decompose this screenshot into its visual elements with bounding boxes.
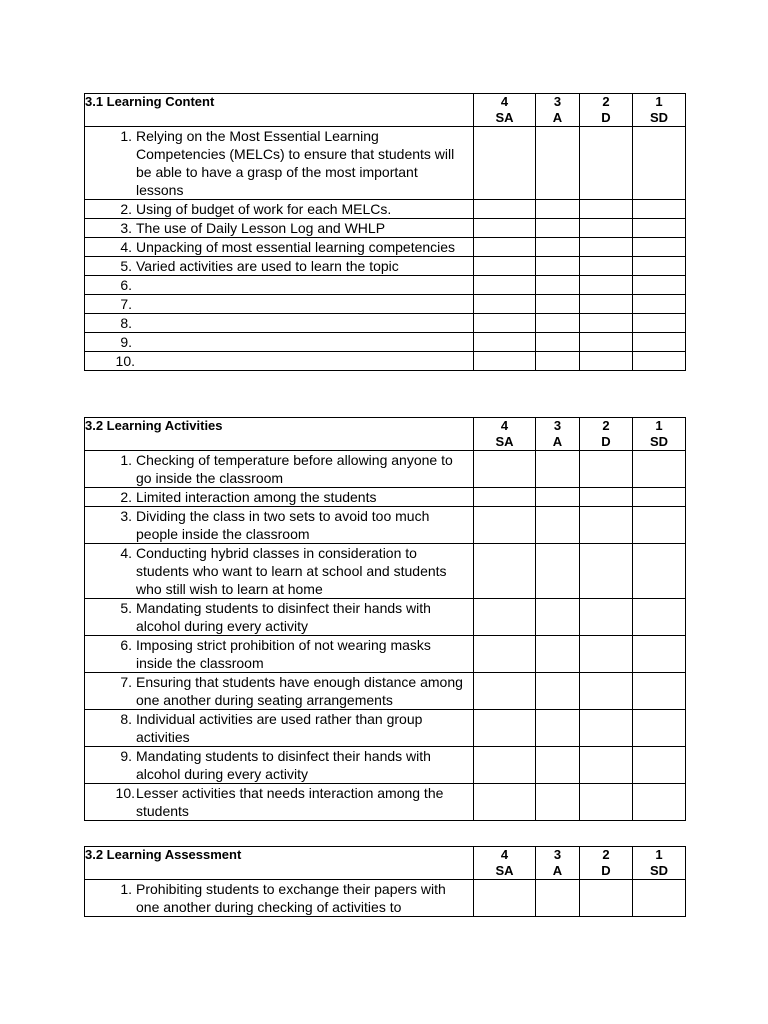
item-cell — [85, 314, 474, 333]
item-cell — [85, 710, 474, 747]
item-cell — [85, 127, 474, 200]
rating-cell-d[interactable] — [580, 295, 633, 314]
rating-cell-a[interactable] — [536, 200, 580, 219]
item-cell — [85, 238, 474, 257]
table-row — [85, 314, 686, 333]
table-row — [85, 333, 686, 352]
rating-cell-sa[interactable] — [474, 507, 536, 544]
item-cell — [85, 880, 474, 917]
learning-content-table — [84, 93, 686, 371]
table-row — [85, 295, 686, 314]
item-number: 8. — [120, 711, 132, 727]
rating-cell-a[interactable] — [536, 314, 580, 333]
item-text: Mandating students to disinfect their hands with alcohol during every activity — [136, 748, 431, 782]
table-row — [85, 257, 686, 276]
item-cell — [85, 295, 474, 314]
table-row — [85, 200, 686, 219]
items-body — [85, 880, 686, 917]
rating-cell-d[interactable] — [580, 488, 633, 507]
item-number: 9. — [120, 748, 132, 764]
item-number: 2. — [120, 201, 132, 217]
rating-cell-sa[interactable] — [474, 636, 536, 673]
item-text: Prohibiting students to exchange their papers with one another during checking of activities to — [136, 881, 446, 915]
item-cell — [85, 544, 474, 599]
scale-header-a: 3 A — [536, 94, 580, 127]
rating-cell-sd[interactable] — [633, 636, 686, 673]
section-title: 3.2 Learning Assessment — [85, 847, 474, 880]
rating-cell-d[interactable] — [580, 710, 633, 747]
rating-cell-a[interactable] — [536, 507, 580, 544]
table-row — [85, 451, 686, 488]
item-text: Conducting hybrid classes in consideration to students who want to learn at school and students who still wish to learn at home — [136, 545, 447, 597]
table-row — [85, 673, 686, 710]
item-number: 7. — [120, 674, 132, 690]
rating-cell-sa[interactable] — [474, 295, 536, 314]
item-text: Ensuring that students have enough distance among one another during seating arrangements — [136, 674, 463, 708]
section-title: 3.2 Learning Activities — [85, 418, 474, 451]
item-text: Imposing strict prohibition of not wearing masks inside the classroom — [136, 637, 431, 671]
table-row — [85, 488, 686, 507]
table-row — [85, 747, 686, 784]
scale-header-d: 2 D — [580, 94, 633, 127]
rating-cell-a[interactable] — [536, 544, 580, 599]
section-title: 3.1 Learning Content — [85, 94, 474, 127]
item-number: 5. — [120, 600, 132, 616]
rating-cell-sa[interactable] — [474, 352, 536, 371]
learning-activities-table — [84, 417, 686, 821]
rating-cell-sd[interactable] — [633, 352, 686, 371]
rating-cell-d[interactable] — [580, 599, 633, 636]
item-number: 3. — [120, 508, 132, 524]
rating-cell-a[interactable] — [536, 636, 580, 673]
rating-cell-sd[interactable] — [633, 238, 686, 257]
rating-cell-sa[interactable] — [474, 451, 536, 488]
rating-cell-a[interactable] — [536, 127, 580, 200]
item-number: 10. — [115, 785, 135, 801]
rating-cell-a[interactable] — [536, 451, 580, 488]
table-row — [85, 507, 686, 544]
scale-header-d: 2 D — [580, 847, 633, 880]
rating-cell-sd[interactable] — [633, 219, 686, 238]
rating-cell-sd[interactable] — [633, 257, 686, 276]
scale-header-a: 3 A — [536, 847, 580, 880]
item-text: Varied activities are used to learn the topic — [136, 258, 399, 274]
rating-cell-a[interactable] — [536, 295, 580, 314]
rating-cell-d[interactable] — [580, 636, 633, 673]
table-header-row — [85, 418, 686, 451]
item-text: Checking of temperature before allowing anyone to go inside the classroom — [136, 452, 453, 486]
items-body — [85, 451, 686, 821]
rating-cell-sa[interactable] — [474, 276, 536, 295]
item-text: Relying on the Most Essential Learning Competencies (MELCs) to ensure that students will be able to have a grasp of the most important lessons — [136, 128, 455, 198]
table-row — [85, 276, 686, 295]
rating-cell-sa[interactable] — [474, 219, 536, 238]
table-header-row — [85, 94, 686, 127]
rating-cell-d[interactable] — [580, 747, 633, 784]
item-text: Dividing the class in two sets to avoid too much people inside the classroom — [136, 508, 430, 542]
rating-cell-d[interactable] — [580, 352, 633, 371]
item-cell — [85, 673, 474, 710]
rating-cell-d[interactable] — [580, 333, 633, 352]
item-cell — [85, 276, 474, 295]
item-text — [136, 314, 467, 332]
items-body — [85, 127, 686, 371]
rating-cell-sa[interactable] — [474, 238, 536, 257]
item-cell — [85, 451, 474, 488]
item-cell — [85, 747, 474, 784]
item-text: Lesser activities that needs interaction among the students — [136, 785, 444, 819]
scale-header-sd: 1 SD — [633, 847, 686, 880]
rating-cell-a[interactable] — [536, 880, 580, 917]
rating-cell-sd[interactable] — [633, 200, 686, 219]
item-cell — [85, 257, 474, 276]
item-text: Unpacking of most essential learning competencies — [136, 239, 456, 255]
item-number: 1. — [120, 881, 132, 897]
rating-cell-sd[interactable] — [633, 127, 686, 200]
rating-cell-a[interactable] — [536, 333, 580, 352]
item-number: 6. — [120, 637, 132, 653]
item-number: 2. — [120, 489, 132, 505]
scale-header-sa: 4 SA — [474, 847, 536, 880]
rating-cell-a[interactable] — [536, 784, 580, 821]
item-number: 8. — [120, 315, 132, 331]
rating-cell-a[interactable] — [536, 276, 580, 295]
table-row — [85, 636, 686, 673]
item-number: 9. — [120, 334, 132, 350]
table-row — [85, 599, 686, 636]
item-cell — [85, 599, 474, 636]
rating-cell-sd[interactable] — [633, 710, 686, 747]
rating-cell-sd[interactable] — [633, 488, 686, 507]
rating-cell-sa[interactable] — [474, 257, 536, 276]
rating-cell-sd[interactable] — [633, 507, 686, 544]
table-row — [85, 238, 686, 257]
item-number: 5. — [120, 258, 132, 274]
rating-cell-sd[interactable] — [633, 333, 686, 352]
rating-cell-d[interactable] — [580, 219, 633, 238]
item-text: Individual activities are used rather than group activities — [136, 711, 423, 745]
rating-cell-sd[interactable] — [633, 276, 686, 295]
rating-cell-d[interactable] — [580, 127, 633, 200]
item-cell — [85, 200, 474, 219]
item-cell — [85, 488, 474, 507]
rating-cell-sa[interactable] — [474, 599, 536, 636]
rating-cell-sd[interactable] — [633, 599, 686, 636]
rating-cell-d[interactable] — [580, 276, 633, 295]
rating-cell-sa[interactable] — [474, 673, 536, 710]
rating-cell-d[interactable] — [580, 544, 633, 599]
table-row — [85, 544, 686, 599]
item-cell — [85, 507, 474, 544]
rating-cell-a[interactable] — [536, 710, 580, 747]
rating-cell-sa[interactable] — [474, 710, 536, 747]
rating-cell-sd[interactable] — [633, 314, 686, 333]
item-number: 7. — [120, 296, 132, 312]
table-header-row — [85, 847, 686, 880]
item-number: 1. — [120, 452, 132, 468]
table-row — [85, 352, 686, 371]
rating-cell-a[interactable] — [536, 747, 580, 784]
rating-cell-d[interactable] — [580, 673, 633, 710]
scale-header-a: 3 A — [536, 418, 580, 451]
item-text: The use of Daily Lesson Log and WHLP — [136, 220, 386, 236]
item-text — [136, 352, 467, 370]
item-number: 3. — [120, 220, 132, 236]
rating-cell-a[interactable] — [536, 257, 580, 276]
rating-cell-a[interactable] — [536, 219, 580, 238]
rating-cell-d[interactable] — [580, 257, 633, 276]
table-row — [85, 219, 686, 238]
rating-cell-d[interactable] — [580, 784, 633, 821]
rating-cell-sa[interactable] — [474, 488, 536, 507]
item-text: Limited interaction among the students — [136, 489, 377, 505]
rating-cell-d[interactable] — [580, 200, 633, 219]
rating-cell-sa[interactable] — [474, 544, 536, 599]
rating-cell-sd[interactable] — [633, 784, 686, 821]
rating-cell-d[interactable] — [580, 880, 633, 917]
item-number: 10. — [115, 353, 135, 369]
rating-cell-d[interactable] — [580, 507, 633, 544]
item-number: 6. — [120, 277, 132, 293]
rating-cell-a[interactable] — [536, 673, 580, 710]
rating-cell-sa[interactable] — [474, 333, 536, 352]
rating-cell-a[interactable] — [536, 352, 580, 371]
rating-cell-a[interactable] — [536, 599, 580, 636]
rating-cell-sd[interactable] — [633, 295, 686, 314]
item-cell — [85, 636, 474, 673]
table-row — [85, 710, 686, 747]
item-cell — [85, 784, 474, 821]
rating-cell-sa[interactable] — [474, 880, 536, 917]
item-number: 4. — [120, 545, 132, 561]
table-row — [85, 127, 686, 200]
scale-header-d: 2 D — [580, 418, 633, 451]
rating-cell-sa[interactable] — [474, 747, 536, 784]
rating-cell-sd[interactable] — [633, 747, 686, 784]
rating-cell-sd[interactable] — [633, 451, 686, 488]
item-cell — [85, 333, 474, 352]
item-text — [136, 295, 467, 313]
scale-header-sa: 4 SA — [474, 94, 536, 127]
rating-cell-d[interactable] — [580, 314, 633, 333]
rating-cell-sa[interactable] — [474, 127, 536, 200]
rating-cell-a[interactable] — [536, 488, 580, 507]
item-text — [136, 276, 467, 294]
rating-cell-sd[interactable] — [633, 880, 686, 917]
table-row — [85, 784, 686, 821]
rating-cell-d[interactable] — [580, 451, 633, 488]
item-number: 4. — [120, 239, 132, 255]
learning-assessment-table — [84, 846, 686, 917]
rating-cell-a[interactable] — [536, 238, 580, 257]
item-cell — [85, 352, 474, 371]
table-row — [85, 880, 686, 917]
rating-cell-d[interactable] — [580, 238, 633, 257]
rating-cell-sa[interactable] — [474, 314, 536, 333]
scale-header-sd: 1 SD — [633, 418, 686, 451]
scale-header-sd: 1 SD — [633, 94, 686, 127]
rating-cell-sd[interactable] — [633, 673, 686, 710]
item-number: 1. — [120, 128, 132, 144]
rating-cell-sd[interactable] — [633, 544, 686, 599]
rating-cell-sa[interactable] — [474, 200, 536, 219]
item-cell — [85, 219, 474, 238]
item-text: Mandating students to disinfect their hands with alcohol during every activity — [136, 600, 431, 634]
scale-header-sa: 4 SA — [474, 418, 536, 451]
item-text: Using of budget of work for each MELCs. — [136, 201, 392, 217]
rating-cell-sa[interactable] — [474, 784, 536, 821]
item-text — [136, 333, 467, 351]
